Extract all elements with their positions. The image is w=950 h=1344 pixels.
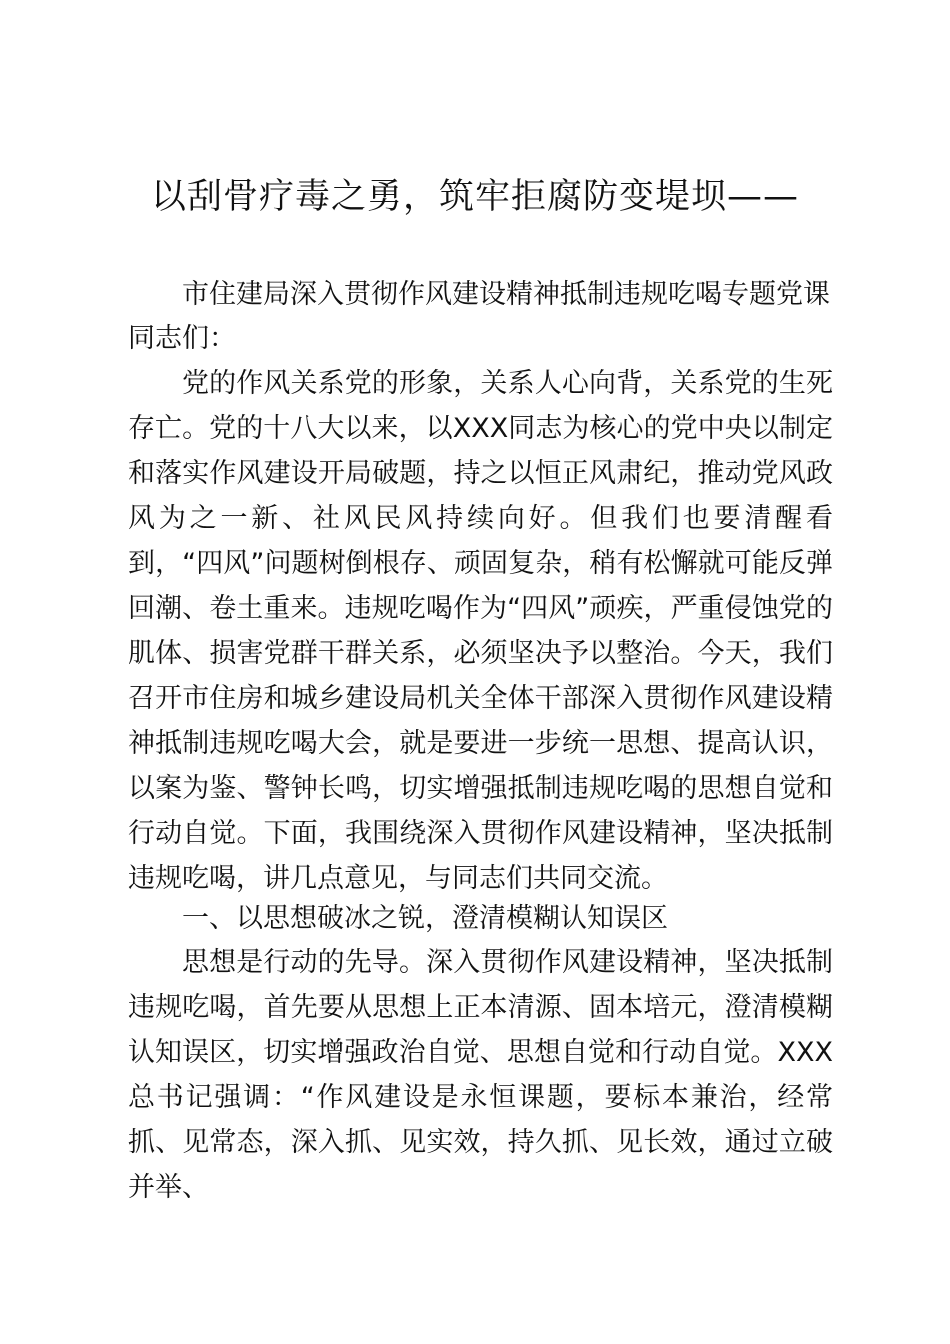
section-heading-1: 一、以思想破冰之锐，澄清模糊认知误区 xyxy=(182,903,668,934)
document-title: 以刮骨疗毒之勇，筑牢拒腐防变堤坝—— xyxy=(150,177,799,217)
salutation: 同志们： xyxy=(128,323,236,354)
document-subtitle: 市住建局深入贯彻作风建设精神抵制违规吃喝专题党课 xyxy=(182,279,830,310)
body-paragraph-2: 思想是行动的先导。深入贯彻作风建设精神，坚决抵制违规吃喝，首先要从思想上正本清源、固本培元，澄清模糊认知误区，切实增强政治自觉、思想自觉和行动自觉。XXX总书记强调：“作风建设是永恒课题，要标本兼治，经常抓、见常态，深入抓、见实效，持久抓、见长效，通过立破并举、 xyxy=(128,947,833,1203)
body-paragraph-1: 党的作风关系党的形象，关系人心向背，关系党的生死存亡。党的十八大以来，以XXX同志为核心的党中央以制定和落实作风建设开局破题，持之以恒正风肃纪，推动党风政风为之一新、社风民风持续向好。但我们也要清醒看到，“四风”问题树倒根存、顽固复杂，稍有松懈就可能反弹回潮、卷土重来。违规吃喝作为“四风”顽疾，严重侵蚀党的肌体、损害党群干群关系，必须坚决予以整治。今天，我们召开市住房和城乡建设局机关全体干部深入贯彻作风建设精神抵制违规吃喝大会，就是要进一步统一思想、提高认识，以案为鉴、警钟长鸣，切实增强抵制违规吃喝的思想自觉和行动自觉。下面，我围绕深入贯彻作风建设精神，坚决抵制违规吃喝，讲几点意见，与同志们共同交流。 xyxy=(128,368,833,894)
